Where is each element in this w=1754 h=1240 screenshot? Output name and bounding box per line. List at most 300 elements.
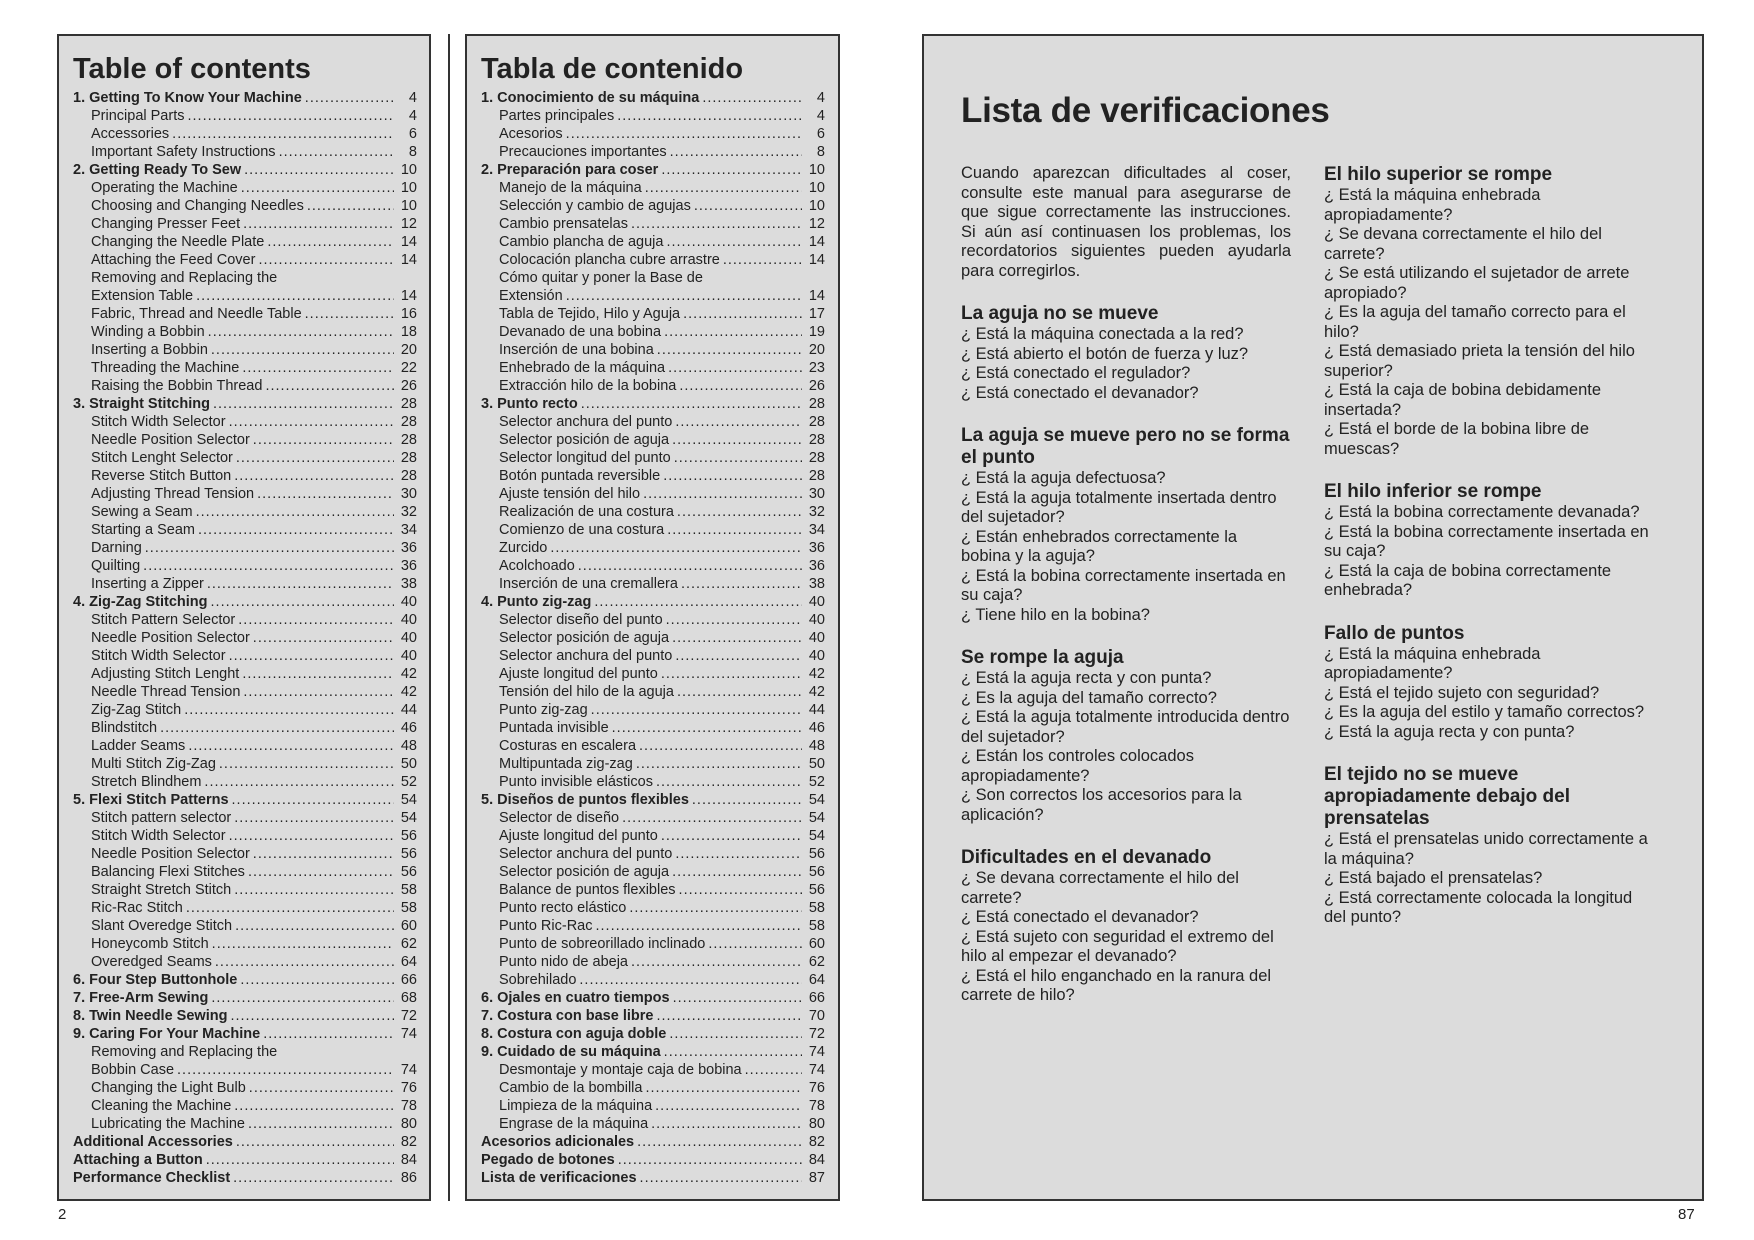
toc-entry-label: Selección y cambio de agujas	[499, 198, 691, 214]
toc-entry	[73, 395, 417, 413]
toc-entry	[73, 683, 417, 701]
toc-entry	[73, 737, 417, 755]
toc-entry-page: 4	[408, 108, 417, 124]
checklist-sections-left	[961, 303, 1291, 1006]
toc-entry-label: Devanado de una bobina	[499, 324, 662, 340]
toc-dot-leader	[184, 701, 394, 719]
toc-entry	[481, 1151, 825, 1169]
toc-entry	[481, 449, 825, 467]
toc-entry	[481, 863, 825, 881]
toc-dot-leader	[236, 1133, 394, 1151]
toc-entry-page: 4	[408, 90, 417, 106]
toc-entry-label: Realización de una costura	[499, 504, 674, 520]
toc-entry	[481, 845, 825, 863]
toc-entry-label: Selector posición de aguja	[499, 864, 670, 880]
checklist-item: ¿ Está el hilo enganchado en la ranura del carrete de hilo?	[961, 966, 1272, 1004]
toc-dot-leader	[661, 827, 802, 845]
toc-entry-label: Fabric, Thread and Needle Table	[91, 306, 302, 322]
toc-entry-page: 14	[400, 288, 417, 304]
toc-entry-label: Adjusting Stitch Lenght	[91, 666, 240, 682]
toc-entry-label: Cambio de la bombilla	[499, 1080, 643, 1096]
checklist-section	[961, 425, 1291, 625]
toc-dot-leader	[612, 719, 802, 737]
toc-dot-leader	[643, 485, 802, 503]
toc-entry-label: Accessories	[91, 126, 170, 142]
toc-entry	[73, 755, 417, 773]
toc-entry	[481, 305, 825, 323]
toc-entry-page: 60	[808, 936, 825, 952]
toc-entry-label: Changing the Needle Plate	[91, 234, 265, 250]
checklist-section	[1324, 623, 1654, 743]
toc-entry-label: Principal Parts	[91, 108, 185, 124]
toc-entry-page: 38	[808, 576, 825, 592]
toc-entry-page: 74	[400, 1026, 417, 1042]
toc-entry-label: Punto de sobreorillado inclinado	[499, 936, 706, 952]
checklist-item-list	[961, 869, 1291, 1006]
toc-entry	[73, 125, 417, 143]
toc-dot-leader	[267, 233, 394, 251]
toc-entry	[73, 359, 417, 377]
toc-entry-label: Important Safety Instructions	[91, 144, 276, 160]
toc-entry	[481, 575, 825, 593]
toc-entry	[73, 1169, 417, 1187]
toc-entry	[73, 575, 417, 593]
toc-entry	[481, 1025, 825, 1043]
toc-entry-label: Inserción de una cremallera	[499, 576, 678, 592]
toc-dot-leader	[708, 935, 802, 953]
toc-entry	[481, 881, 825, 899]
toc-entry-page: 40	[808, 594, 825, 610]
toc-entry-page: 14	[400, 252, 417, 268]
checklist-item: ¿ Está conectado el regulador?	[961, 364, 1191, 382]
toc-english-list	[73, 89, 417, 1187]
toc-entry-page: 26	[808, 378, 825, 394]
toc-entry-page: 50	[808, 756, 825, 772]
toc-entry-label: Darning	[91, 540, 142, 556]
toc-dot-leader	[579, 971, 802, 989]
toc-entry	[481, 323, 825, 341]
toc-entry-label: Changing the Light Bulb	[91, 1080, 246, 1096]
toc-spanish-title: Tabla de contenido	[481, 53, 744, 85]
toc-entry-page: 36	[400, 540, 417, 556]
toc-dot-leader	[673, 989, 802, 1007]
checklist-item-list	[1324, 830, 1654, 928]
toc-entry-page: 56	[808, 882, 825, 898]
checklist-section	[1324, 764, 1654, 928]
checklist-panel	[922, 34, 1704, 1201]
toc-entry-label: Selector posición de aguja	[499, 630, 670, 646]
toc-entry	[481, 251, 825, 269]
toc-dot-leader	[591, 701, 802, 719]
toc-entry-label: 9. Cuidado de su máquina	[481, 1044, 661, 1060]
toc-entry-page: 16	[400, 306, 417, 322]
toc-entry-label: Removing and Replacing the	[91, 270, 278, 286]
toc-dot-leader	[249, 1079, 394, 1097]
toc-entry	[73, 611, 417, 629]
toc-dot-leader	[257, 485, 394, 503]
toc-spanish-content	[481, 52, 825, 1187]
toc-entry-label: Ladder Seams	[91, 738, 186, 754]
toc-entry-page: 54	[400, 810, 417, 826]
toc-entry-page: 6	[816, 126, 825, 142]
toc-entry	[73, 1043, 417, 1061]
toc-entry-label: Stitch Width Selector	[91, 648, 226, 664]
toc-entry-page: 82	[808, 1134, 825, 1150]
toc-entry-page: 58	[808, 900, 825, 916]
toc-entry-label: 1. Getting To Know Your Machine	[73, 90, 302, 106]
toc-entry-label: Desmontaje y montaje caja de bobina	[499, 1062, 742, 1078]
toc-entry	[481, 161, 825, 179]
toc-entry-label: Quilting	[91, 558, 141, 574]
toc-dot-leader	[211, 989, 394, 1007]
toc-entry-label: 5. Flexi Stitch Patterns	[73, 792, 229, 808]
toc-entry-page: 18	[400, 324, 417, 340]
toc-dot-leader	[233, 1169, 394, 1187]
toc-dot-leader	[669, 1025, 802, 1043]
toc-entry-page: 40	[808, 648, 825, 664]
toc-entry-label: Selector diseño del punto	[499, 612, 663, 628]
toc-entry-page: 32	[808, 504, 825, 520]
toc-entry	[481, 521, 825, 539]
toc-dot-leader	[213, 395, 394, 413]
toc-dot-leader	[248, 1115, 394, 1133]
toc-entry-page: 26	[400, 378, 417, 394]
toc-entry-page: 28	[808, 414, 825, 430]
toc-spanish-list	[481, 89, 825, 1187]
toc-dot-leader	[661, 161, 802, 179]
toc-entry-label: Attaching the Feed Cover	[91, 252, 256, 268]
toc-entry-label: Reverse Stitch Button	[91, 468, 232, 484]
toc-entry	[481, 179, 825, 197]
toc-entry-label: Additional Accessories	[73, 1134, 233, 1150]
toc-dot-leader	[196, 287, 394, 305]
toc-entry	[73, 251, 417, 269]
toc-entry-page: 56	[400, 846, 417, 862]
toc-entry-page: 34	[400, 522, 417, 538]
checklist-column-left	[961, 164, 1291, 1028]
toc-dot-leader	[681, 575, 802, 593]
toc-entry-page: 46	[400, 720, 417, 736]
page-number-left: 2	[58, 1206, 67, 1223]
checklist-item: ¿ Está la bobina correctamente insertada en su caja?	[961, 566, 1286, 604]
toc-entry-page: 62	[400, 936, 417, 952]
toc-entry-label: Acolchoado	[499, 558, 575, 574]
toc-dot-leader	[617, 107, 802, 125]
toc-dot-leader	[631, 953, 802, 971]
toc-dot-leader	[622, 809, 802, 827]
toc-dot-leader	[253, 629, 394, 647]
checklist-item: ¿ Está la caja de bobina correctamente enhebrada?	[1324, 561, 1612, 599]
toc-entry-label: Punto Ric-Rac	[499, 918, 593, 934]
toc-entry-label: Winding a Bobbin	[91, 324, 205, 340]
toc-entry-page: 72	[808, 1026, 825, 1042]
toc-entry-page: 54	[808, 810, 825, 826]
toc-dot-leader	[263, 1025, 394, 1043]
toc-entry-label: Limpieza de la máquina	[499, 1098, 653, 1114]
toc-entry-page: 36	[400, 558, 417, 574]
toc-entry-page: 30	[400, 486, 417, 502]
toc-entry-label: Attaching a Button	[73, 1152, 203, 1168]
toc-entry-label: Stitch Width Selector	[91, 414, 226, 430]
toc-dot-leader	[639, 737, 802, 755]
toc-entry	[73, 719, 417, 737]
toc-entry	[73, 1151, 417, 1169]
toc-entry	[481, 233, 825, 251]
toc-entry-label: Straight Stretch Stitch	[91, 882, 232, 898]
toc-entry-page: 56	[400, 828, 417, 844]
toc-entry	[481, 665, 825, 683]
toc-entry-page: 87	[808, 1170, 825, 1186]
toc-dot-leader	[188, 737, 394, 755]
toc-dot-leader	[667, 521, 802, 539]
toc-entry	[481, 629, 825, 647]
toc-dot-leader	[211, 341, 394, 359]
checklist-section-heading: El hilo superior se rompe	[1324, 164, 1553, 185]
toc-dot-leader	[566, 125, 802, 143]
checklist-item: ¿ Está correctamente colocada la longitud del punto?	[1324, 888, 1633, 926]
toc-entry	[73, 1025, 417, 1043]
toc-entry-label: 6. Four Step Buttonhole	[73, 972, 238, 988]
toc-entry-label: Ajuste longitud del punto	[499, 666, 658, 682]
toc-entry	[481, 1079, 825, 1097]
toc-entry	[481, 683, 825, 701]
toc-dot-leader	[645, 179, 802, 197]
checklist-item: ¿ Está abierto el botón de fuerza y luz?	[961, 344, 1249, 363]
toc-dot-leader	[243, 215, 394, 233]
toc-entry-label: Performance Checklist	[73, 1170, 231, 1186]
toc-entry-page: 34	[808, 522, 825, 538]
toc-entry-label: 8. Costura con aguja doble	[481, 1026, 667, 1042]
toc-entry	[73, 377, 417, 395]
toc-entry-page: 40	[400, 594, 417, 610]
checklist-item: ¿ Está la aguja recta y con punta?	[961, 669, 1212, 687]
toc-entry-page: 23	[808, 360, 825, 376]
toc-entry	[481, 719, 825, 737]
toc-entry-page: 28	[400, 468, 417, 484]
toc-dot-leader	[198, 521, 394, 539]
toc-entry-page: 42	[400, 666, 417, 682]
toc-entry-label: 3. Punto recto	[481, 396, 578, 412]
toc-dot-leader	[211, 593, 394, 611]
toc-entry-page: 28	[808, 450, 825, 466]
checklist-column-right	[1324, 164, 1654, 950]
toc-entry	[481, 1061, 825, 1079]
toc-entry	[481, 89, 825, 107]
toc-entry	[73, 107, 417, 125]
toc-entry-label: Raising the Bobbin Thread	[91, 378, 263, 394]
toc-entry	[481, 359, 825, 377]
toc-entry	[481, 1115, 825, 1133]
checklist-item-list	[961, 469, 1291, 625]
toc-entry-page: 56	[808, 864, 825, 880]
toc-dot-leader	[242, 665, 394, 683]
toc-dot-leader	[177, 1061, 394, 1079]
toc-entry	[481, 611, 825, 629]
toc-entry	[73, 827, 417, 845]
toc-entry-page: 40	[808, 612, 825, 628]
toc-entry	[481, 989, 825, 1007]
checklist-item: ¿ Está la bobina correctamente devanada?	[1324, 503, 1640, 521]
toc-entry-page: 84	[808, 1152, 825, 1168]
toc-entry-label: Tensión del hilo de la aguja	[499, 684, 674, 700]
toc-entry-page: 12	[400, 216, 417, 232]
toc-dot-leader	[702, 89, 802, 107]
toc-entry	[73, 233, 417, 251]
checklist-item: ¿ Está la máquina enhebrada apropiadamente?	[1324, 644, 1541, 682]
toc-entry	[73, 1133, 417, 1151]
toc-entry-label: Ajuste longitud del punto	[499, 828, 658, 844]
toc-dot-leader	[241, 179, 394, 197]
toc-entry-label: Punto zig-zag	[499, 702, 588, 718]
toc-entry-label: Sewing a Seam	[91, 504, 193, 520]
toc-entry	[73, 323, 417, 341]
toc-entry-page: 10	[400, 180, 417, 196]
toc-entry	[481, 917, 825, 935]
toc-entry-label: Inserting a Zipper	[91, 576, 204, 592]
toc-entry	[481, 701, 825, 719]
toc-dot-leader	[581, 395, 802, 413]
toc-entry-label: Starting a Seam	[91, 522, 195, 538]
toc-entry	[481, 467, 825, 485]
toc-entry-label: Removing and Replacing the	[91, 1044, 278, 1060]
toc-dot-leader	[692, 791, 802, 809]
toc-dot-leader	[672, 629, 802, 647]
checklist-section	[1324, 481, 1654, 601]
toc-entry	[481, 971, 825, 989]
toc-entry-page: 44	[808, 702, 825, 718]
toc-entry-page: 48	[400, 738, 417, 754]
toc-entry	[73, 215, 417, 233]
toc-entry-label: 3. Straight Stitching	[73, 396, 210, 412]
toc-dot-leader	[640, 1169, 802, 1187]
toc-entry-label: Multipuntada zig-zag	[499, 756, 633, 772]
toc-entry-page: 28	[400, 396, 417, 412]
toc-entry-label: Zig-Zag Stitch	[91, 702, 182, 718]
toc-entry-page: 74	[400, 1062, 417, 1078]
toc-dot-leader	[672, 431, 802, 449]
toc-dot-leader	[668, 359, 802, 377]
toc-entry	[481, 809, 825, 827]
toc-entry	[73, 305, 417, 323]
toc-dot-leader	[265, 377, 394, 395]
toc-entry-page: 74	[808, 1044, 825, 1060]
checklist-title: Lista de verificaciones	[961, 91, 1330, 130]
checklist-section	[961, 303, 1291, 403]
toc-dot-leader	[240, 971, 394, 989]
toc-entry-label: Extensión	[499, 288, 563, 304]
toc-entry-label: 7. Free-Arm Sewing	[73, 990, 209, 1006]
toc-dot-leader	[229, 827, 394, 845]
checklist-item: ¿ Es la aguja del tamaño correcto para el hilo?	[1324, 303, 1626, 341]
toc-entry-label: Overedged Seams	[91, 954, 212, 970]
toc-entry-page: 22	[400, 360, 417, 376]
toc-entry	[73, 881, 417, 899]
toc-entry	[73, 971, 417, 989]
toc-entry-label: Stretch Blindhem	[91, 774, 202, 790]
toc-entry	[73, 647, 417, 665]
toc-entry	[481, 377, 825, 395]
toc-entry-page: 38	[400, 576, 417, 592]
toc-entry-label: Threading the Machine	[91, 360, 240, 376]
toc-dot-leader	[143, 557, 394, 575]
toc-dot-leader	[651, 1115, 802, 1133]
toc-entry-page: 28	[808, 468, 825, 484]
toc-entry	[73, 1061, 417, 1079]
toc-entry-page: 86	[400, 1170, 417, 1186]
toc-entry-page: 4	[816, 108, 825, 124]
toc-entry-page: 64	[808, 972, 825, 988]
toc-entry	[73, 287, 417, 305]
checklist-item: ¿ Está bajado el prensatelas?	[1324, 869, 1543, 887]
toc-entry-page: 62	[808, 954, 825, 970]
toc-entry-label: Tabla de Tejido, Hilo y Aguja	[499, 306, 681, 322]
toc-dot-leader	[208, 323, 394, 341]
toc-entry	[73, 791, 417, 809]
toc-entry-page: 36	[808, 558, 825, 574]
toc-entry-page: 84	[400, 1152, 417, 1168]
checklist-item: ¿ Son correctos los accesorios para la aplicación?	[961, 786, 1242, 824]
toc-entry-label: Ajuste tensión del hilo	[499, 486, 641, 502]
toc-entry-page: 8	[408, 144, 417, 160]
toc-entry	[73, 809, 417, 827]
checklist-item-list	[1324, 186, 1654, 459]
toc-entry	[73, 935, 417, 953]
toc-entry	[481, 1007, 825, 1025]
toc-dot-leader	[637, 1133, 802, 1151]
toc-dot-leader	[238, 611, 394, 629]
toc-spanish-panel	[465, 34, 840, 1201]
toc-dot-leader	[305, 305, 394, 323]
toc-entry	[481, 215, 825, 233]
toc-dot-leader	[674, 449, 802, 467]
checklist-item: ¿ Está la caja de bobina debidamente insertada?	[1324, 381, 1602, 419]
toc-entry-page: 10	[808, 162, 825, 178]
toc-dot-leader	[675, 845, 802, 863]
toc-dot-leader	[663, 467, 802, 485]
checklist-section	[1324, 164, 1654, 459]
toc-entry-page: 68	[400, 990, 417, 1006]
toc-entry-page: 28	[808, 396, 825, 412]
toc-dot-leader	[670, 143, 802, 161]
toc-entry	[481, 1043, 825, 1061]
toc-entry	[481, 791, 825, 809]
toc-entry-page: 64	[400, 954, 417, 970]
toc-entry	[73, 431, 417, 449]
toc-entry-page: 44	[400, 702, 417, 718]
toc-entry-page: 46	[808, 720, 825, 736]
toc-entry	[481, 755, 825, 773]
toc-entry-page: 14	[808, 288, 825, 304]
toc-entry-label: Blindstitch	[91, 720, 158, 736]
toc-entry	[481, 953, 825, 971]
toc-entry-page: 42	[808, 666, 825, 682]
checklist-item: ¿ Se devana correctamente el hilo del carrete?	[1324, 225, 1602, 263]
toc-entry	[73, 341, 417, 359]
toc-entry-label: Ric-Rac Stitch	[91, 900, 183, 916]
toc-entry	[481, 737, 825, 755]
checklist-section-heading: Fallo de puntos	[1324, 622, 1465, 644]
toc-entry-label: Stitch Lenght Selector	[91, 450, 233, 466]
toc-entry-label: 2. Getting Ready To Sew	[73, 162, 242, 178]
toc-dot-leader	[745, 1061, 802, 1079]
checklist-item: ¿ Está sujeto con seguridad el extremo del hilo al empezar el devanado?	[961, 927, 1274, 965]
toc-dot-leader	[675, 647, 802, 665]
toc-dot-leader	[212, 935, 394, 953]
toc-entry-page: 12	[808, 216, 825, 232]
toc-dot-leader	[578, 557, 802, 575]
toc-dot-leader	[645, 1079, 802, 1097]
toc-entry	[73, 413, 417, 431]
